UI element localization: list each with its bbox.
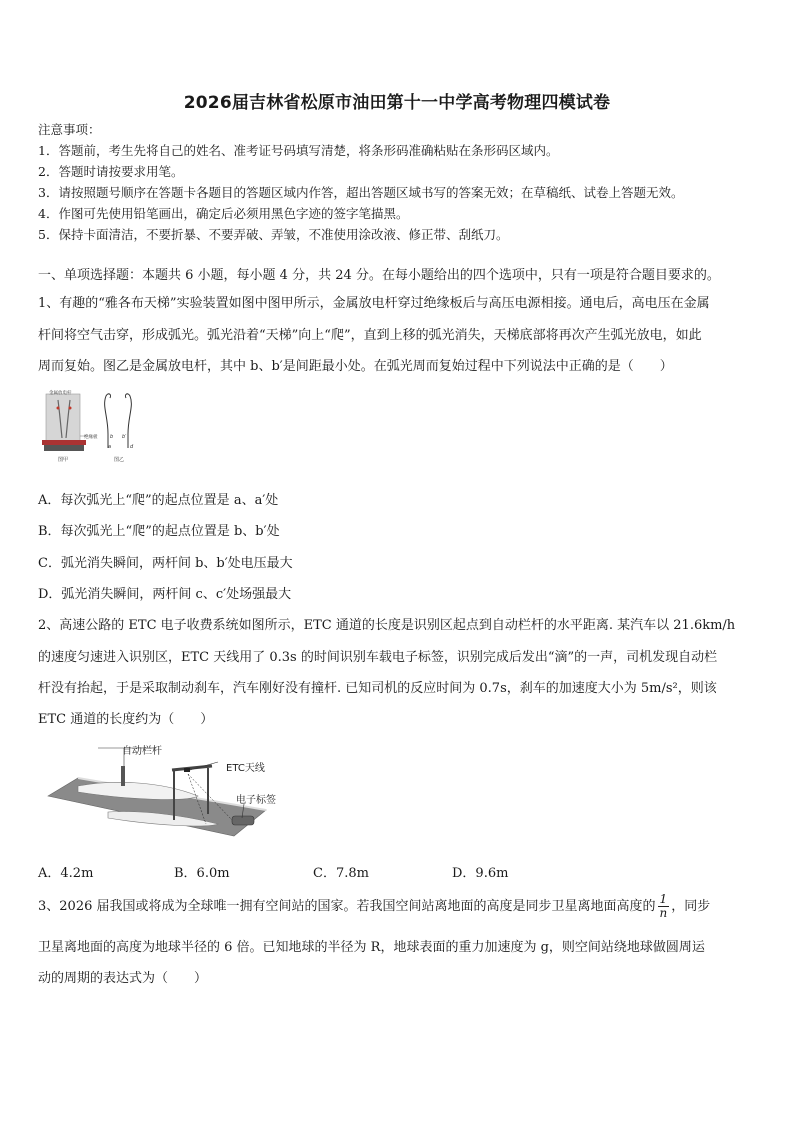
fig-a-label: 图甲 (58, 457, 69, 463)
q1-line-1: 1、有趣的“雅各布天梯”实验装置如图中图甲所示，金属放电杆穿过绝缘板后与高压电源相接。通电后，高电压在金属 (38, 296, 710, 311)
point-a-label: a (108, 444, 112, 450)
q2-option-b: B．6.0m (174, 866, 230, 881)
q2-line-3: 杆没有抬起，于是采取制动刹车，汽车刚好没有撞杆. 已知司机的反应时间为 0.7s，刹车的加速度大小为 5m/s²，则该 (38, 681, 717, 696)
fig-b-label: 图乙 (114, 457, 125, 463)
fraction-numerator: 1 (658, 893, 670, 907)
q1-option-c: C．弧光消失瞬间，两杆间 b、b′处电压最大 (38, 556, 293, 571)
insulating-board (42, 440, 86, 445)
q2-option-c: C．7.8m (313, 866, 369, 881)
rod-right (125, 394, 131, 448)
board-label: 绝缘板 (84, 435, 98, 440)
q3-line-1-text: 3、2026 届我国或将成为全球唯一拥有空间站的国家。若我国空间站离地面的高度是同步卫星离地面高度的 (38, 899, 656, 914)
note-4: 4．作图可先使用铅笔画出，确定后必须用黑色字迹的签字笔描黑。 (38, 206, 409, 221)
point-d-label: d (130, 444, 134, 450)
car (232, 816, 254, 825)
antenna-box (184, 768, 190, 772)
q3-line-3: 动的周期的表达式为（ ） (38, 971, 208, 986)
note-2: 2．答题时请按要求用笔。 (38, 164, 184, 179)
page-title: 2026届吉林省松原市油田第十一中学高考物理四模试卷 (183, 93, 611, 113)
spark-dot (69, 407, 72, 410)
q1-option-b: B．每次弧光上“爬”的起点位置是 b、b′处 (38, 524, 280, 539)
note-3: 3．请按照题号顺序在答题卡各题目的答题区域内作答，超出答题区域书写的答案无效；在草稿纸、试卷上答题无效。 (38, 185, 684, 200)
q2-line-1: 2、高速公路的 ETC 电子收费系统如图所示，ETC 通道的长度是识别区起点到自动栏杆的水平距离. 某汽车以 21.6km/h (38, 618, 736, 633)
section-heading: 一、单项选择题：本题共 6 小题，每小题 4 分，共 24 分。在每小题给出的四个选项中，只有一项是符合题目要求的。 (38, 268, 720, 283)
notes-heading: 注意事项： (38, 122, 101, 137)
q1-line-2: 杆间将空气击穿，形成弧光。弧光沿着“天梯”向上“爬”，直到上移的弧光消失，天梯底部将再次产生弧光放电，如此 (38, 328, 702, 343)
q1-line-3: 周而复始。图乙是金属放电杆，其中 b、b′是间距最小处。在弧光周而复始过程中下列说法中正确的是（ ） (38, 359, 673, 374)
q3-line-1 (38, 893, 710, 920)
barrier-label: 自动栏杆 (122, 746, 162, 757)
base (44, 445, 84, 451)
glass-cover (46, 394, 80, 442)
q1-option-d: D．弧光消失瞬间，两杆间 c、c′处场强最大 (38, 587, 292, 602)
fraction-1-over-n (658, 893, 670, 920)
point-b-label: b (110, 434, 114, 440)
note-5: 5．保持卡面清洁，不要折暴、不要弄破、弄皱，不准使用涂改液、修正带、刮纸刀。 (38, 227, 509, 242)
point-b2-label: b′ (122, 434, 127, 440)
note-1: 1．答题前，考生先将自己的姓名、准考证号码填写清楚，将条形码准确粘贴在条形码区域内。 (38, 143, 559, 158)
fraction-denominator: n (659, 906, 668, 920)
q3-line-1-tail: ，同步 (671, 899, 711, 914)
rod-label: 金属放电杆 (49, 391, 72, 396)
q3-line-2: 卫星离地面的高度为地球半径的 6 倍。已知地球的半径为 R，地球表面的重力加速度为 g，则空间站绕地球做圆周运 (38, 940, 705, 955)
spark-dot (57, 407, 60, 410)
q2-option-d: D．9.6m (452, 866, 509, 881)
antenna-pointer (190, 762, 218, 770)
q1-figure (40, 386, 160, 468)
q2-line-4: ETC 通道的长度约为（ ） (38, 712, 214, 727)
tag-label: 电子标签 (236, 795, 276, 806)
q2-option-a: A．4.2m (38, 866, 94, 881)
antenna-label: ETC天线 (226, 763, 265, 774)
q2-figure (38, 740, 276, 838)
q2-line-2: 的速度匀速进入识别区，ETC 天线用了 0.3s 的时间识别车载电子标签，识别完成后发出“滴”的一声，司机发现自动栏 (38, 650, 718, 665)
barrier-post (121, 766, 125, 786)
q1-option-a: A．每次弧光上“爬”的起点位置是 a、a′处 (38, 493, 279, 508)
